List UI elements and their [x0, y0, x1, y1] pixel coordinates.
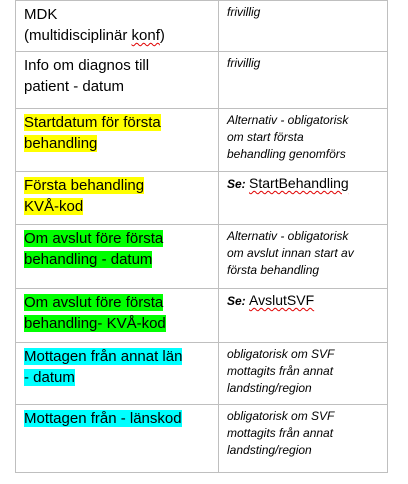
description-text: frivillig: [227, 56, 261, 70]
highlighted-field-label: behandling: [24, 135, 98, 152]
description-cell: [219, 289, 388, 343]
highlighted-field-label: Om avslut före första: [24, 294, 164, 311]
description-text: landsting/region: [227, 443, 312, 457]
highlighted-field-label: Om avslut före första: [24, 230, 164, 247]
table-row: [16, 289, 388, 343]
field-cell: [16, 289, 219, 343]
description-text: Alternativ - obligatorisk: [227, 229, 349, 243]
description-text: Alternativ - obligatorisk: [227, 113, 349, 127]
highlighted-field-label: Mottagen från - länskod: [24, 410, 182, 427]
description-text: landsting/region: [227, 381, 312, 395]
description-text: obligatorisk om SVF: [227, 409, 335, 423]
description-text: om start första: [227, 130, 304, 144]
see-prefix: Se:: [227, 177, 246, 191]
description-cell: [219, 343, 388, 405]
see-prefix: Se:: [227, 294, 246, 308]
field-cell: [16, 225, 219, 289]
highlighted-field-label: - datum: [24, 369, 75, 386]
field-label: Info om diagnos till: [24, 57, 150, 74]
description-text: frivillig: [227, 5, 261, 19]
field-label: MDK: [24, 6, 58, 23]
field-cell: [16, 343, 219, 405]
description-cell: [219, 172, 388, 225]
highlighted-field-label: behandling - datum: [24, 251, 153, 268]
description-cell: [219, 1, 388, 52]
highlighted-field-label: KVÅ-kod: [24, 198, 84, 215]
table-row: [16, 343, 388, 405]
field-cell: [16, 109, 219, 172]
table-row: [16, 225, 388, 289]
highlighted-field-label: Startdatum för första: [24, 114, 161, 131]
highlighted-field-label: behandling- KVÅ-kod: [24, 315, 166, 332]
variable-table: [15, 0, 388, 473]
description-cell: [219, 405, 388, 473]
field-label: (multidisciplinär: [24, 27, 132, 44]
field-cell: [16, 405, 219, 473]
description-text: behandling genomförs: [227, 147, 346, 161]
reference-link[interactable]: StartBehandling: [249, 175, 349, 191]
table-row: [16, 1, 388, 52]
table-row: [16, 172, 388, 225]
description-cell: [219, 52, 388, 109]
description-text: första behandling: [227, 263, 320, 277]
table-row: [16, 52, 388, 109]
table-row: [16, 405, 388, 473]
field-cell: [16, 172, 219, 225]
reference-link[interactable]: AvslutSVF: [249, 292, 315, 308]
description-cell: [219, 225, 388, 289]
description-text: mottagits från annat: [227, 364, 334, 378]
spellcheck-word: konf: [131, 27, 160, 44]
field-label: patient - datum: [24, 78, 125, 95]
description-text: om avslut innan start av: [227, 246, 354, 260]
description-text: obligatorisk om SVF: [227, 347, 335, 361]
highlighted-field-label: Mottagen från annat län: [24, 348, 183, 365]
field-cell: [16, 1, 219, 52]
table-row: [16, 109, 388, 172]
highlighted-field-label: Första behandling: [24, 177, 145, 194]
description-cell: [219, 109, 388, 172]
field-cell: [16, 52, 219, 109]
description-text: mottagits från annat: [227, 426, 334, 440]
field-label: ): [159, 27, 165, 44]
